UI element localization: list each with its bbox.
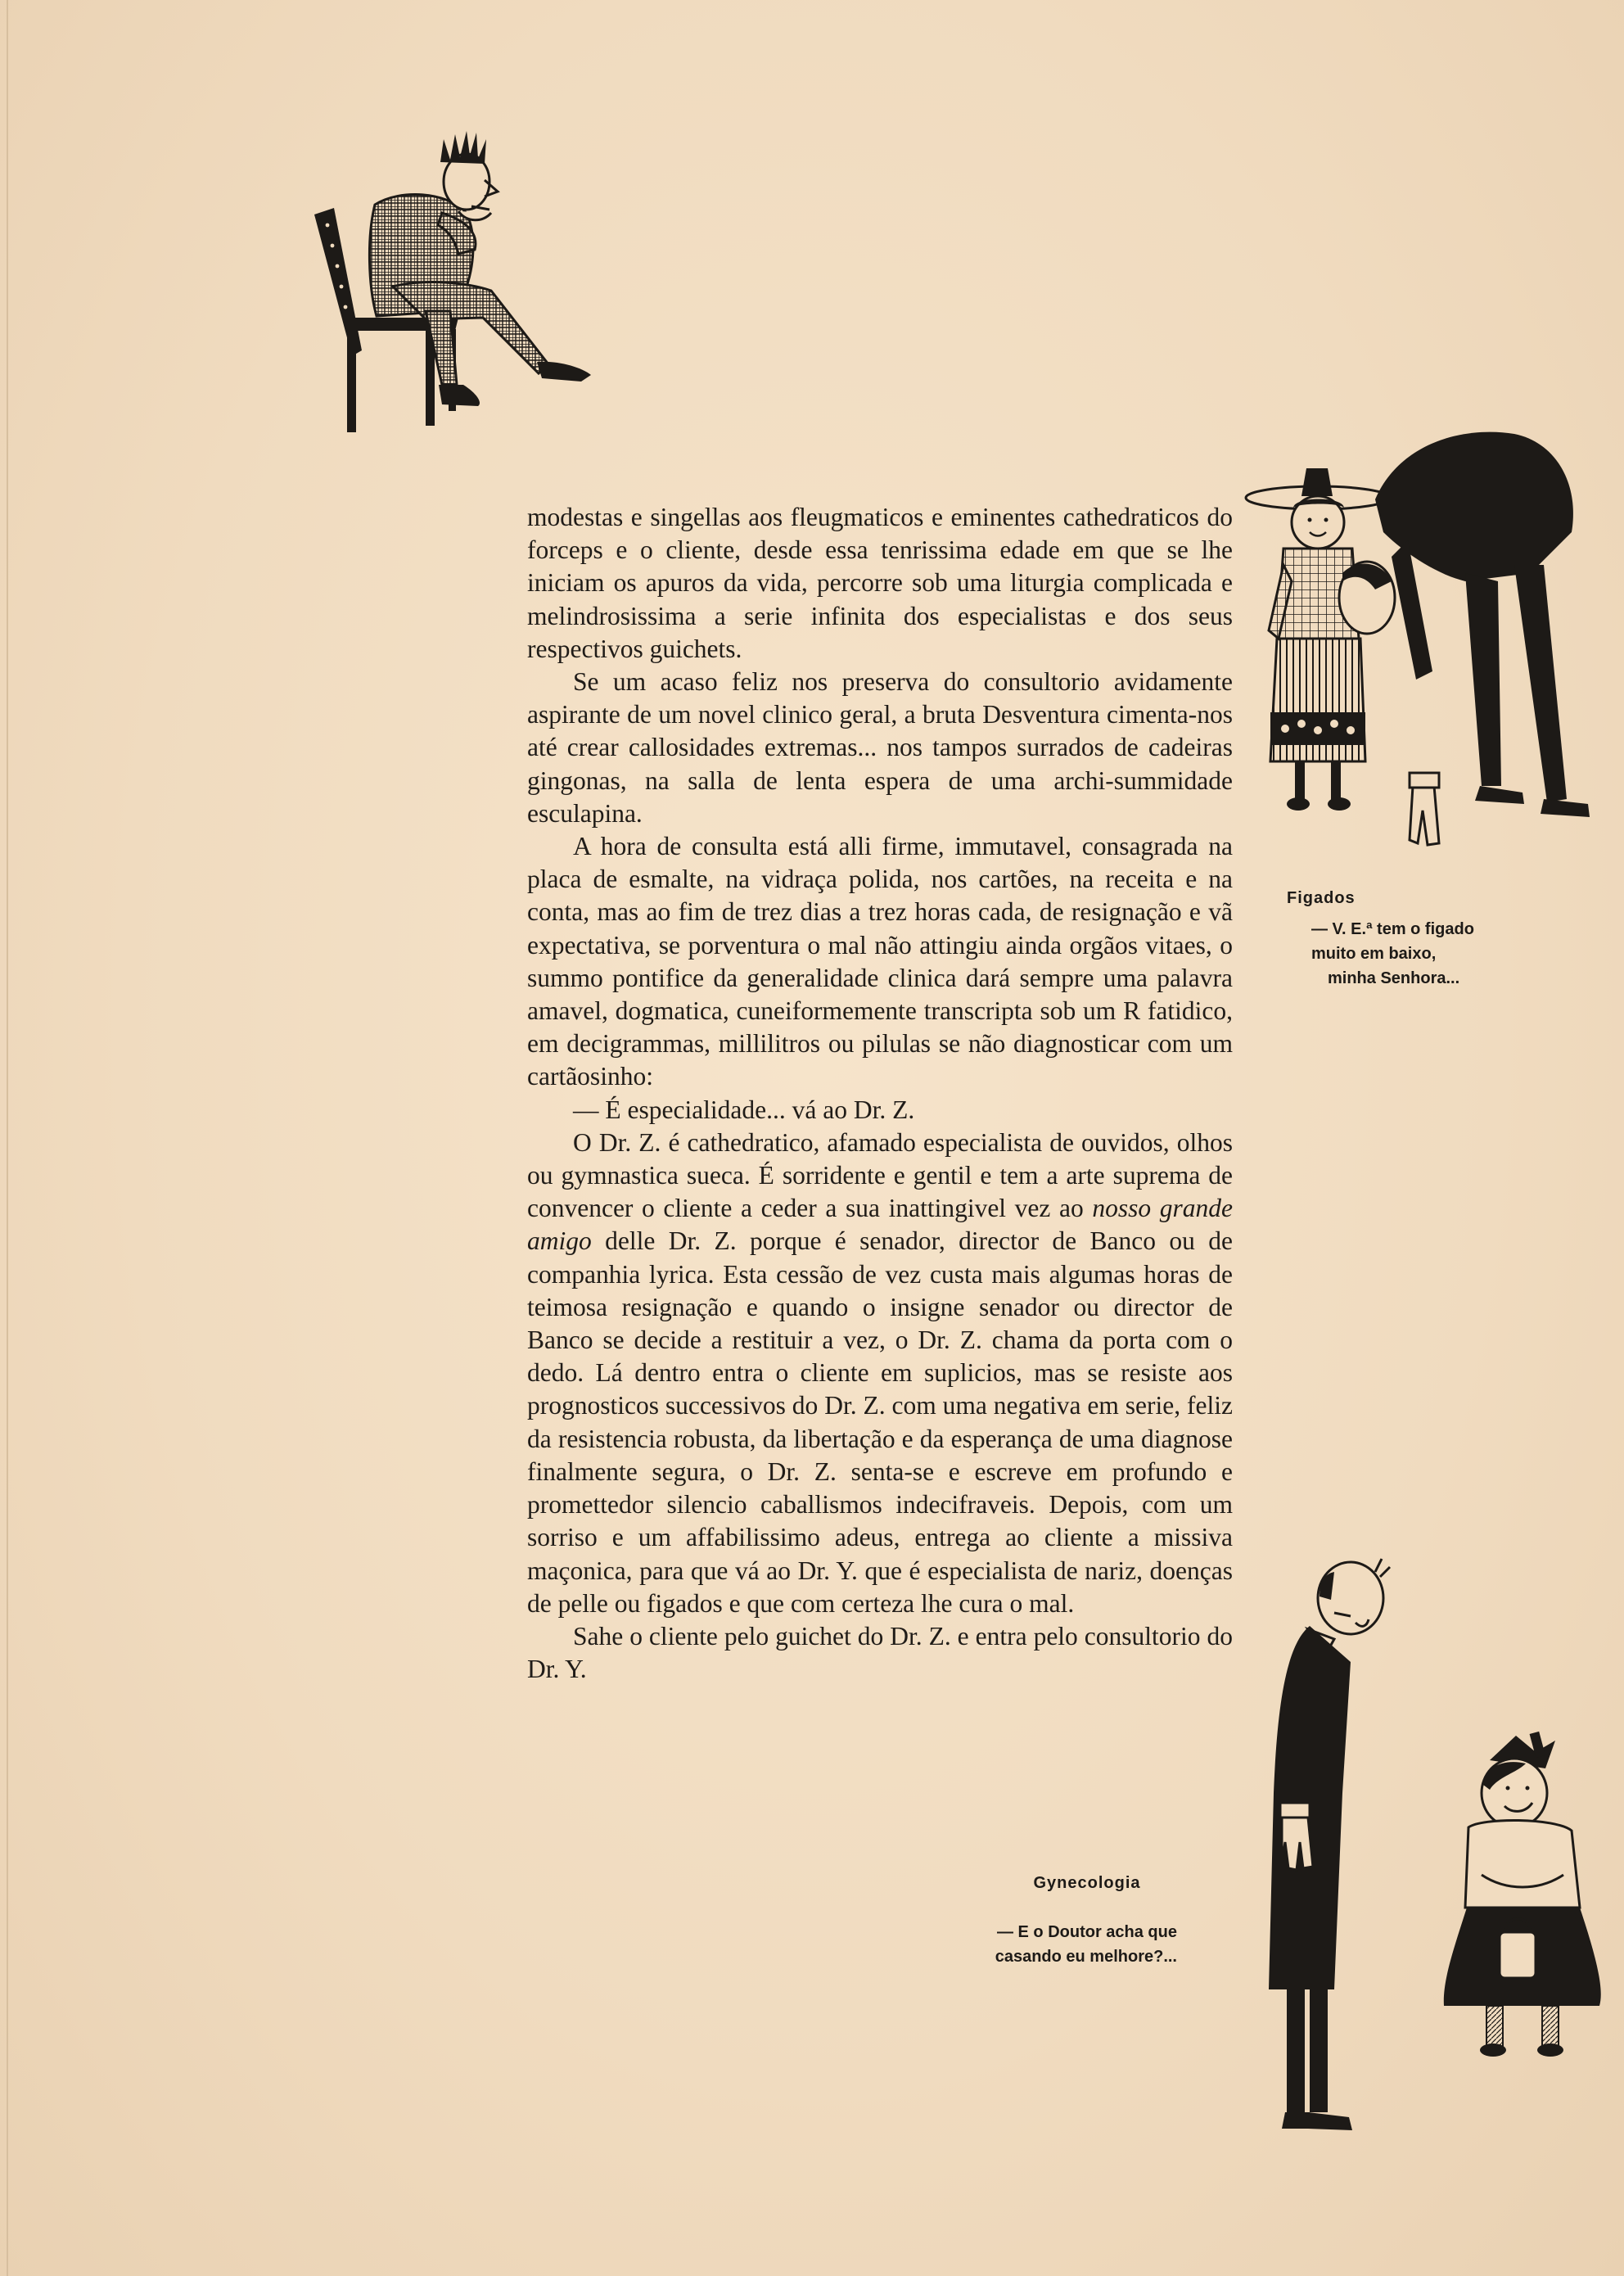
paragraph: Sahe o cliente pelo guichet do Dr. Z. e entra pelo consultorio do Dr. Y.: [527, 1621, 1233, 1684]
paragraph: A hora de consulta está alli firme, immutavel, consagrada na placa de esmalte, na vidraça polida, nos cartões, na receita e na conta, mas ao fim de trez dias a trez horas cada, de resignação e vã expectativa, se porventura o mal não attingiu ainda orgãos vitaes, o summo pontifice da generalidade clinica dará sempre uma palavra amavel, dogmatica, cuneiformemente transcripta sob um R fatidico, em decigrammas, millilitros ou pilulas se não diagnosticar com um cartãosinho:: [527, 832, 1233, 1091]
gynecologia-caption: [915, 1920, 1177, 1969]
caption-title: Figados: [1287, 889, 1356, 907]
gynecologia-caption-title: [1005, 1871, 1169, 1895]
italic-phrase: nosso grande amigo: [527, 1194, 1233, 1256]
caption-title: Gynecologia: [1033, 1874, 1141, 1892]
doctor-and-woman-illustration: [1211, 1547, 1613, 2153]
doctor-examining-child-illustration: [1220, 426, 1596, 868]
figados-caption: [1287, 886, 1557, 991]
paragraph-text: delle Dr. Z. porque é senador, director de Banco ou de companhia lyrica. Esta cessão de vez custa mais algumas horas de teimosa resignação e quando o insigne senador ou director de Banco se decide a restituir a vez, o Dr. Z. chama da porta com o dedo. Lá dentro entra o cliente em suplicios, mas se resiste aos prognosticos successivos do Dr. Z. com uma negativa em serie, feliz da resistencia robusta, da libertação e da esperança de uma diagnose finalmente segura, o Dr. Z. senta-se e escreve em profundo e promettedor silencio caballismos indecifraveis. Depois, com um sorriso e um affabilissimo adeus, entrega ao cliente a missiva maçonica, para que vá ao Dr. Y. que é especialista de nariz, doenças de pelle ou figados e que com certeza lhe cura o mal.: [527, 1226, 1233, 1618]
caption-line: minha Senhora...: [1328, 969, 1460, 987]
paragraph: modestas e singellas aos fleugmaticos e eminentes cathedraticos do forceps e o cliente, desde essa tenrissima edade em que se lhe iniciam os apuros da vida, percorre sob uma liturgia complicada e melindrosissima a serie infinita dos especialistas e dos seus respectivos guichets.: [527, 503, 1233, 663]
seated-man-in-chair-illustration: [303, 115, 638, 442]
caption-line: casando eu melhore?...: [995, 1948, 1177, 1966]
dialogue-line: — É especialidade... vá ao Dr. Z.: [573, 1095, 915, 1124]
article-body: [527, 501, 1233, 1686]
page-edge: [7, 0, 8, 2276]
caption-line: — E o Doutor acha que: [996, 1923, 1177, 1941]
paragraph: Se um acaso feliz nos preserva do consultorio avidamente aspirante de um novel clinico geral, a bruta Desventura cimenta-nos até crear callosidades extremas... nos tampos surrados de cadeiras gingonas, na salla de lenta espera de uma archi-summidade esculapina.: [527, 667, 1233, 828]
caption-line: — V. E.ª tem o figado: [1311, 920, 1474, 938]
caption-line: muito em baixo,: [1311, 945, 1437, 963]
paragraph-text: O Dr. Z. é cathedratico, afamado especialista de ouvidos, olhos ou gymnastica sueca. É sorridente e gentil e tem a arte suprema de convencer o cliente a ceder a sua inattingivel vez ao: [527, 1127, 1233, 1223]
paragraph: [527, 1127, 1233, 1620]
